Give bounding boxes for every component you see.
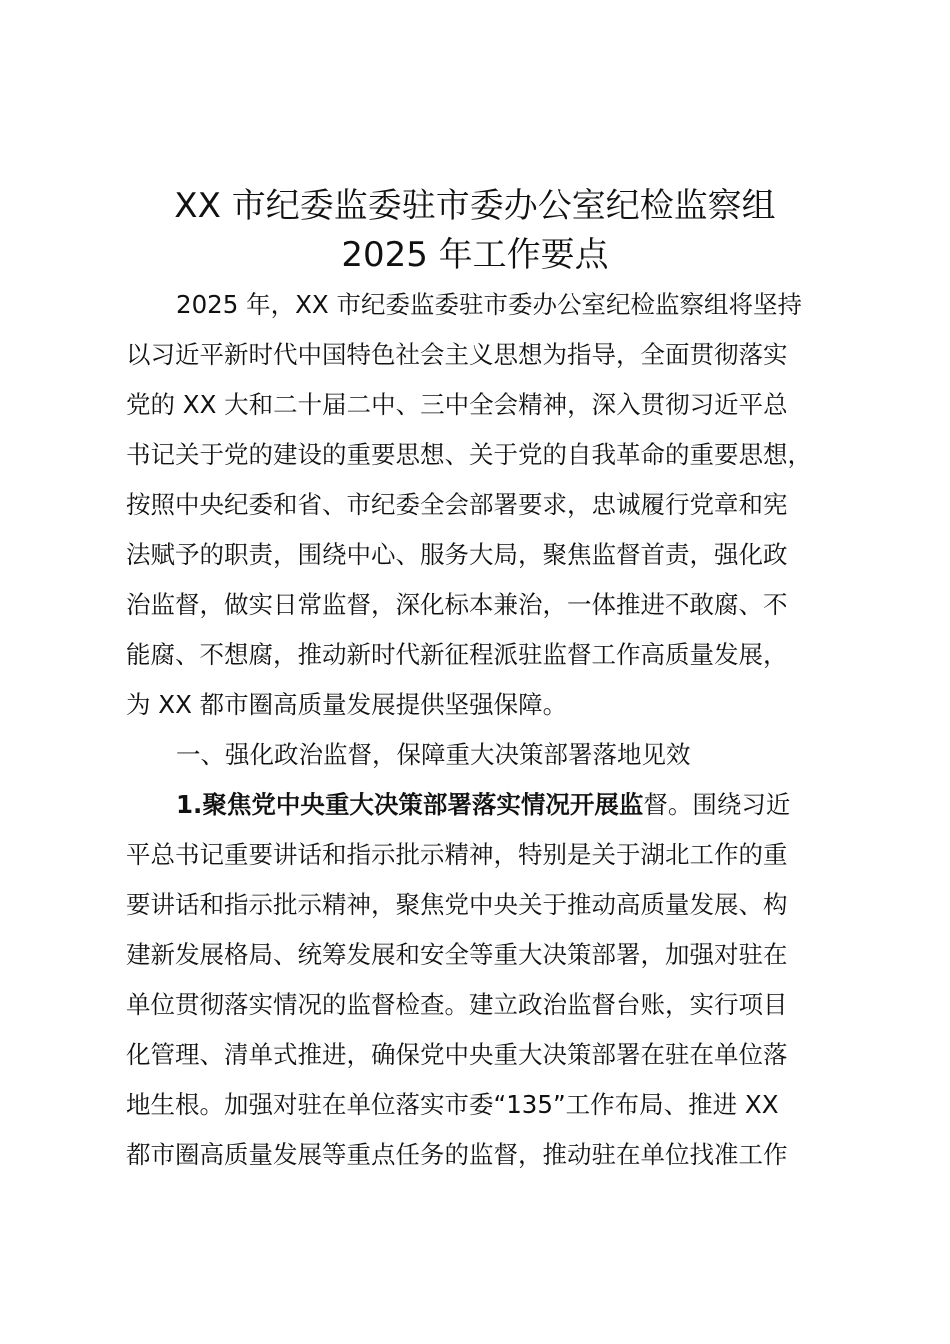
item-1-heading-rest: 督。围绕习近 <box>643 790 791 819</box>
item-1-line: 平总书记重要讲话和指示批示精神，特别是关于湖北工作的重 <box>126 840 788 869</box>
item-1-line: 都市圈高质量发展等重点任务的监督，推动驻在单位找准工作 <box>126 1140 788 1169</box>
item-1-first-line <box>176 790 892 820</box>
document-title-line-2: 2025 年工作要点 <box>341 235 609 275</box>
intro-line: 治监督，做实日常监督，深化标本兼治，一体推进不敢腐、不 <box>126 590 788 619</box>
intro-line: 能腐、不想腐，推动新时代新征程派驻监督工作高质量发展， <box>126 640 788 669</box>
document-title-line-1: XX 市纪委监委驻市委办公室纪检监察组 <box>174 186 776 226</box>
intro-line: 法赋予的职责，围绕中心、服务大局，聚焦监督首责，强化政 <box>126 540 788 569</box>
item-1-heading: 1.聚焦党中央重大决策部署落实情况开展监 <box>176 790 644 819</box>
item-1-line: 化管理、清单式推进，确保党中央重大决策部署在驻在单位落 <box>126 1040 788 1069</box>
section-heading: 一、强化政治监督，保障重大决策部署落地见效 <box>176 740 691 769</box>
intro-line: 按照中央纪委和省、市纪委全会部署要求，忠诚履行党章和宪 <box>126 490 788 519</box>
item-1-line: 要讲话和指示批示精神，聚焦党中央关于推动高质量发展、构 <box>126 890 788 919</box>
intro-line: 党的 XX 大和二十届二中、三中全会精神，深入贯彻习近平总 <box>126 390 788 419</box>
intro-line: 以习近平新时代中国特色社会主义思想为指导，全面贯彻落实 <box>126 340 788 369</box>
intro-line: 书记关于党的建设的重要思想、关于党的自我革命的重要思想， <box>126 440 812 469</box>
item-1-line: 建新发展格局、统筹发展和安全等重大决策部署，加强对驻在 <box>126 940 788 969</box>
item-1-line: 地生根。加强对驻在单位落实市委“135”工作布局、推进 XX <box>126 1090 779 1119</box>
intro-line: 2025 年，XX 市纪委监委驻市委办公室纪检监察组将坚持 <box>176 290 802 319</box>
intro-line: 为 XX 都市圈高质量发展提供坚强保障。 <box>126 690 568 719</box>
item-1-line: 单位贯彻落实情况的监督检查。建立政治监督台账，实行项目 <box>126 990 788 1019</box>
